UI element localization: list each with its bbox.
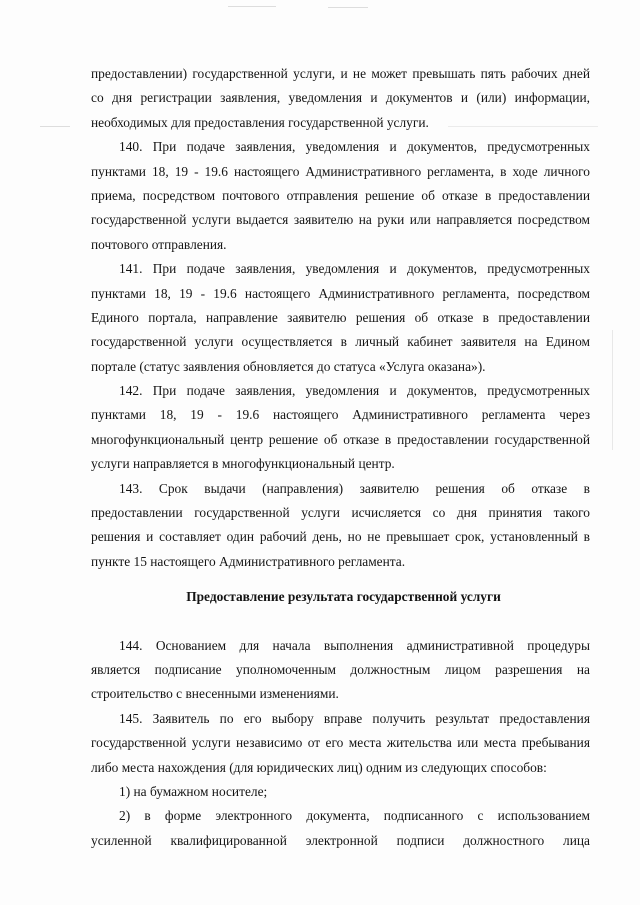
text-line: многофункциональный центр решение об отказе в предоставлении государственной (91, 431, 590, 447)
text-line: предоставлении) государственной услуги, и не может превышать пять рабочих дней (91, 66, 590, 81)
scan-artifact-edge (612, 330, 613, 450)
text-line: 141. При подаче заявления, уведомления и документов, предусмотренных (119, 261, 590, 277)
text-line: 142. При подаче заявления, уведомления и документов, предусмотренных (119, 383, 590, 399)
text-line: строительство с внесенными изменениями. (91, 686, 339, 702)
text-line: 145. Заявитель по его выбору вправе получить результат предоставления (119, 710, 590, 726)
text-line: либо места нахождения (для юридических лиц) одним из следующих способов: (91, 759, 547, 775)
text-line: 144. Основанием для начала выполнения административной процедуры (119, 637, 590, 653)
paragraph-141 (91, 257, 590, 379)
text-line: предоставлении государственной услуги исчисляется со дня принятия такого (91, 505, 590, 521)
document-body (91, 62, 590, 853)
text-line: 2) в форме электронного документа, подписанного с использованием (119, 808, 590, 824)
paragraph-144 (91, 634, 590, 707)
paragraph-142 (91, 379, 590, 477)
text-line: пунктами 18, 19 - 19.6 настоящего Административного регламента, в ходе личного (91, 163, 590, 179)
text-line: государственной услуги осуществляется в личный кабинет заявителя на Едином (91, 334, 590, 350)
text-line: 1) на бумажном носителе; (119, 783, 268, 799)
text-line: 143. Срок выдачи (направления) заявителю решения об отказе в (119, 480, 590, 496)
text-line: усиленной квалифицированной электронной подписи должностного лица (91, 832, 590, 848)
paragraph-145 (91, 707, 590, 780)
text-line: государственной услуги выдается заявителю на руки или направляется посредством (91, 212, 590, 228)
text-line: почтового отправления. (91, 236, 227, 252)
text-line: приема, посредством почтового отправления решение об отказе в предоставлении (91, 187, 590, 203)
text-line: портале (статус заявления обновляется до статуса «Услуга оказана»). (91, 358, 486, 374)
section-heading: Предоставление результата государственной услуги (186, 589, 501, 605)
text-line: со дня регистрации заявления, уведомления и документов и (или) информации, (91, 90, 590, 106)
text-line: пунктами 18, 19 - 19.6 настоящего Административного регламента через (91, 407, 590, 423)
text-line: является подписание уполномоченным должностным лицом разрешения на (91, 661, 590, 677)
text-line: государственной услуги независимо от его места жительства или места пребывания (91, 735, 590, 751)
text-line: пунктами 18, 19 - 19.6 настоящего Административного регламента, посредством (91, 285, 590, 301)
text-line: 140. При подаче заявления, уведомления и документов, предусмотренных (119, 139, 590, 155)
list-item-2 (91, 804, 590, 853)
scan-artifact-top (228, 6, 276, 7)
paragraph-140 (91, 135, 590, 257)
paragraph-143 (91, 477, 590, 575)
list-item-1 (91, 780, 590, 804)
paragraph-intro (91, 62, 590, 135)
text-line: необходимых для предоставления государственной услуги. (91, 114, 429, 130)
text-line: решения и составляет один рабочий день, но не превышает срок, установленный в (91, 529, 590, 545)
scan-artifact-left (40, 126, 70, 127)
text-line: Единого портала, направление заявителю решения об отказе в предоставлении (91, 309, 590, 325)
text-line: услуги направляется в многофункциональный центр. (91, 456, 395, 472)
text-line: пункте 15 настоящего Административного регламента. (91, 553, 406, 569)
scan-artifact-top-2 (328, 7, 368, 8)
